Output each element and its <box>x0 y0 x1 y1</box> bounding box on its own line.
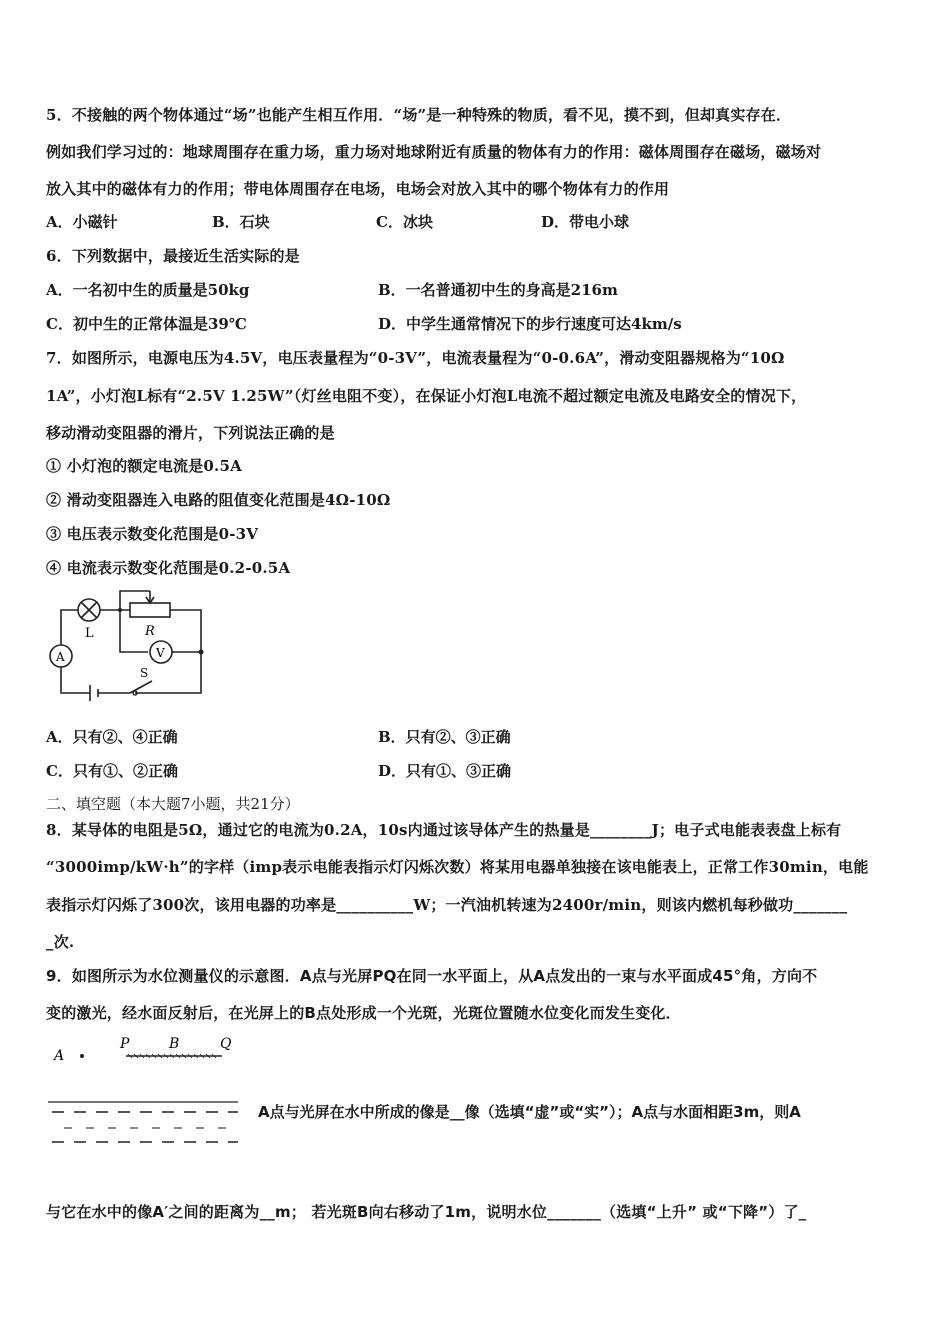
q6-option-d: D．中学生通常情况下的步行速度可达4km/s <box>378 315 682 333</box>
point-a-dot <box>80 1054 84 1058</box>
q8-line-4: _次. <box>46 933 75 951</box>
point-a-label: A <box>54 1048 65 1064</box>
q7-statement-3: ③ 电压表示数变化范围是0-3V <box>46 525 259 543</box>
q5-line-3: 放入其中的磁体有力的作用；带电体周围存在电场，电场会对放入其中的哪个物体有力的作用 <box>46 180 670 198</box>
q9-line-4: 与它在水中的像A′之间的距离为__m； 若光斑B向右移动了1m，说明水位_______（选填“上升” 或“下降”）了_ <box>46 1203 807 1221</box>
q7-line-1: 7．如图所示，电源电压为4.5V，电压表量程为“0-3V”，电流表量程为“0-0.6A”，滑动变阻器规格为“10Ω <box>46 349 785 367</box>
q5-line-2: 例如我们学习过的：地球周围存在重力场，重力场对地球附近有质量的物体有力的作用：磁体周围存在磁场，磁场对 <box>46 143 822 161</box>
circuit-diagram <box>40 585 220 705</box>
q8-line-1: 8．某导体的电阻是5Ω，通过它的电流为0.2A，10s内通过该导体产生的热量是________J；电子式电能表表盘上标有 <box>46 821 842 839</box>
rheostat-label: R <box>145 624 155 639</box>
water-level-figure <box>46 1032 246 1152</box>
q7-option-a: A．只有②、④正确 <box>46 728 178 746</box>
voltmeter-symbol: V <box>156 646 165 660</box>
q7-statement-1: ① 小灯泡的额定电流是0.5A <box>46 457 242 475</box>
q6-option-b: B．一名普通初中生的身高是216m <box>378 281 618 299</box>
q9-line-1: 9．如图所示为水位测量仪的示意图．A点与光屏PQ在同一水平面上，从A点发出的一束与水平面成45°角，方向不 <box>46 967 818 985</box>
ammeter-symbol: A <box>56 650 65 664</box>
lamp-label: L <box>85 626 94 641</box>
junction-dot <box>199 650 204 655</box>
point-b-label: B <box>169 1036 180 1052</box>
q5-option-c: C．冰块 <box>376 213 433 231</box>
q7-statement-2: ② 滑动变阻器连入电路的阻值变化范围是4Ω-10Ω <box>46 491 391 509</box>
q6-option-c: C．初中生的正常体温是39℃ <box>46 315 247 333</box>
q8-line-3: 表指示灯闪烁了300次，该用电器的功率是__________W；一汽油机转速为2400r/min，则该内燃机每秒做功_______ <box>46 896 848 914</box>
q7-option-c: C．只有①、②正确 <box>46 762 178 780</box>
switch-label: S <box>140 666 149 680</box>
junction-dot <box>118 608 122 612</box>
q5-option-b: B．石块 <box>212 213 270 231</box>
q5-option-d: D．带电小球 <box>541 213 630 231</box>
q5-option-a: A．小磁针 <box>46 213 118 231</box>
q9-line-2: 变的激光，经水面反射后，在光屏上的B点处形成一个光斑，光斑位置随水位变化而发生变化． <box>46 1004 681 1022</box>
q7-statement-4: ④ 电流表示数变化范围是0.2-0.5A <box>46 559 291 577</box>
q6-stem: 6．下列数据中，最接近生活实际的是 <box>46 247 300 265</box>
section-2-title: 二、填空题（本大题7小题，共21分） <box>46 795 300 813</box>
q9-line-3: A点与光屏在水中所成的像是__像（选填“虚”或“实”）；A点与水面相距3m，则A <box>258 1103 801 1121</box>
q8-line-2: “3000imp/kW·h”的字样（imp表示电能表指示灯闪烁次数）将某用电器单独接在该电能表上，正常工作30min，电能 <box>46 858 869 876</box>
q7-option-d: D．只有①、③正确 <box>378 762 512 780</box>
q7-line-2: 1A”，小灯泡L标有“2.5V 1.25W”（灯丝电阻不变），在保证小灯泡L电流不超过额定电流及电路安全的情况下， <box>46 387 807 405</box>
q5-line-1: 5．不接触的两个物体通过“场”也能产生相互作用．“场”是一种特殊的物质，看不见，摸不到，但却真实存在． <box>46 106 792 124</box>
q6-option-a: A．一名初中生的质量是50kg <box>46 281 250 299</box>
q7-option-b: B．只有②、③正确 <box>378 728 511 746</box>
point-p-label: P <box>120 1036 130 1052</box>
point-q-label: Q <box>220 1036 232 1052</box>
q7-line-3: 移动滑动变阻器的滑片，下列说法正确的是 <box>46 424 335 442</box>
